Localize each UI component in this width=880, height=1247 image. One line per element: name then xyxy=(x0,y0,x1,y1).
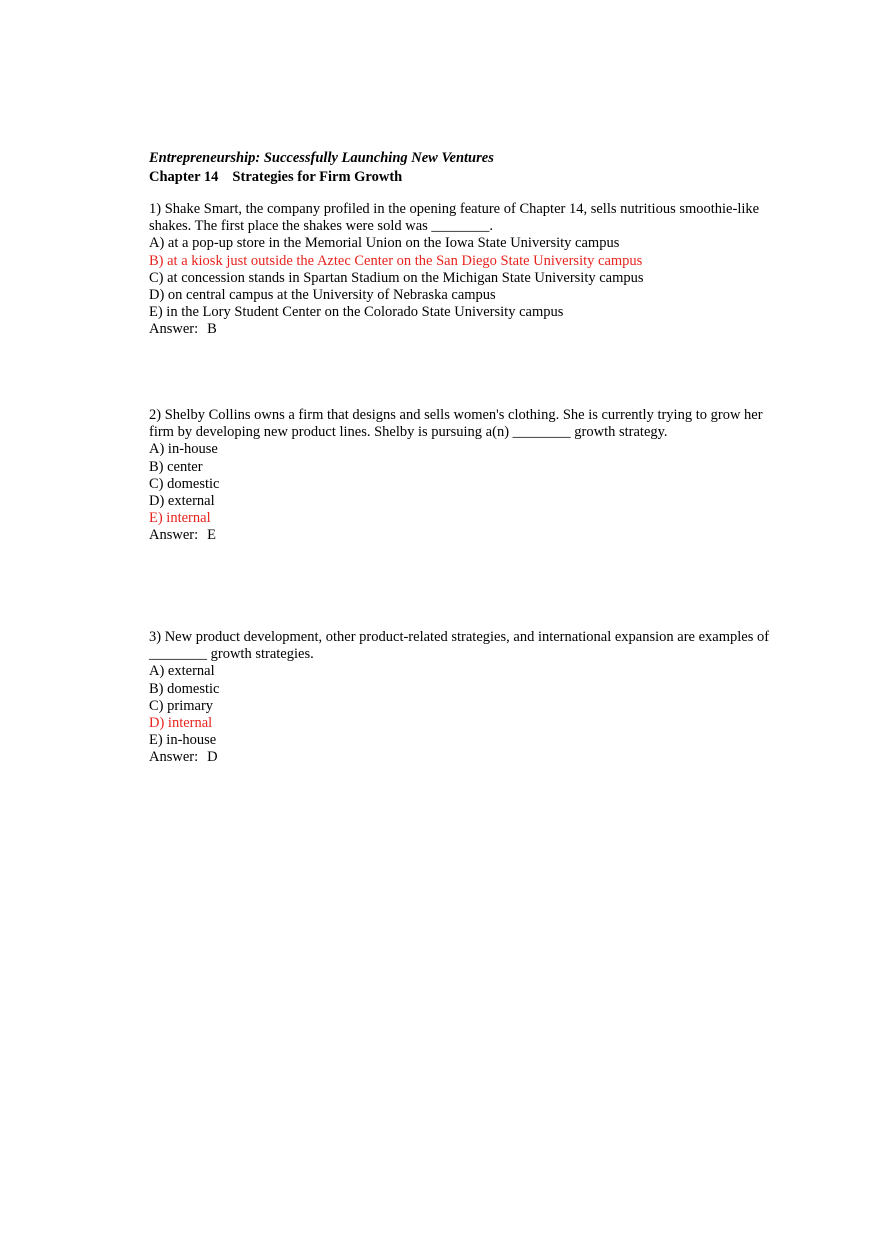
chapter-number: Chapter 14 xyxy=(149,169,219,185)
option-d: D) external xyxy=(149,493,215,510)
option-d: D) on central campus at the University of Nebraska campus xyxy=(149,287,496,304)
option-c: C) domestic xyxy=(149,475,220,492)
chapter-heading xyxy=(149,168,789,187)
answer-label: Answer: xyxy=(149,527,199,544)
answer-value: D xyxy=(207,749,218,766)
answer-line xyxy=(149,749,789,766)
option-a: A) at a pop-up store in the Memorial Union on the Iowa State University campus xyxy=(149,235,620,252)
answer-line xyxy=(149,527,789,544)
answer-label: Answer: xyxy=(149,749,199,766)
option-a: A) external xyxy=(149,663,215,680)
option-c: C) at concession stands in Spartan Stadium on the Michigan State University campus xyxy=(149,269,644,286)
option-c: C) primary xyxy=(149,697,214,714)
answer-label: Answer: xyxy=(149,321,199,338)
option-e-correct: E) internal xyxy=(149,510,211,527)
question-stem: 2) Shelby Collins owns a firm that designs and sells women's clothing. She is currently trying to grow her firm by developing new product lines. Shelby is pursuing a(n) ________ growth strategy. xyxy=(149,407,763,441)
option-e: E) in the Lory Student Center on the Colorado State University campus xyxy=(149,304,564,321)
option-d-correct: D) internal xyxy=(149,715,213,732)
question-2 xyxy=(149,407,789,545)
answer-value: E xyxy=(207,527,216,544)
question-3 xyxy=(149,629,789,767)
book-title: Entrepreneurship: Successfully Launching New Ventures xyxy=(149,150,494,166)
answer-value: B xyxy=(207,321,217,338)
option-e: E) in-house xyxy=(149,732,217,749)
option-b: B) center xyxy=(149,458,203,475)
question-stem: 3) New product development, other product-related strategies, and international expansion are examples of ________ growth strategies. xyxy=(149,629,770,663)
chapter-title: Strategies for Firm Growth xyxy=(232,169,403,185)
option-a: A) in-house xyxy=(149,441,218,458)
question-stem: 1) Shake Smart, the company profiled in the opening feature of Chapter 14, sells nutritious smoothie-like shakes. The first place the shakes were sold was ________. xyxy=(149,201,760,235)
question-1 xyxy=(149,201,789,339)
option-b-correct: B) at a kiosk just outside the Aztec Center on the San Diego State University campus xyxy=(149,252,643,269)
answer-line xyxy=(149,321,789,338)
document-page xyxy=(149,149,789,766)
option-b: B) domestic xyxy=(149,680,220,697)
